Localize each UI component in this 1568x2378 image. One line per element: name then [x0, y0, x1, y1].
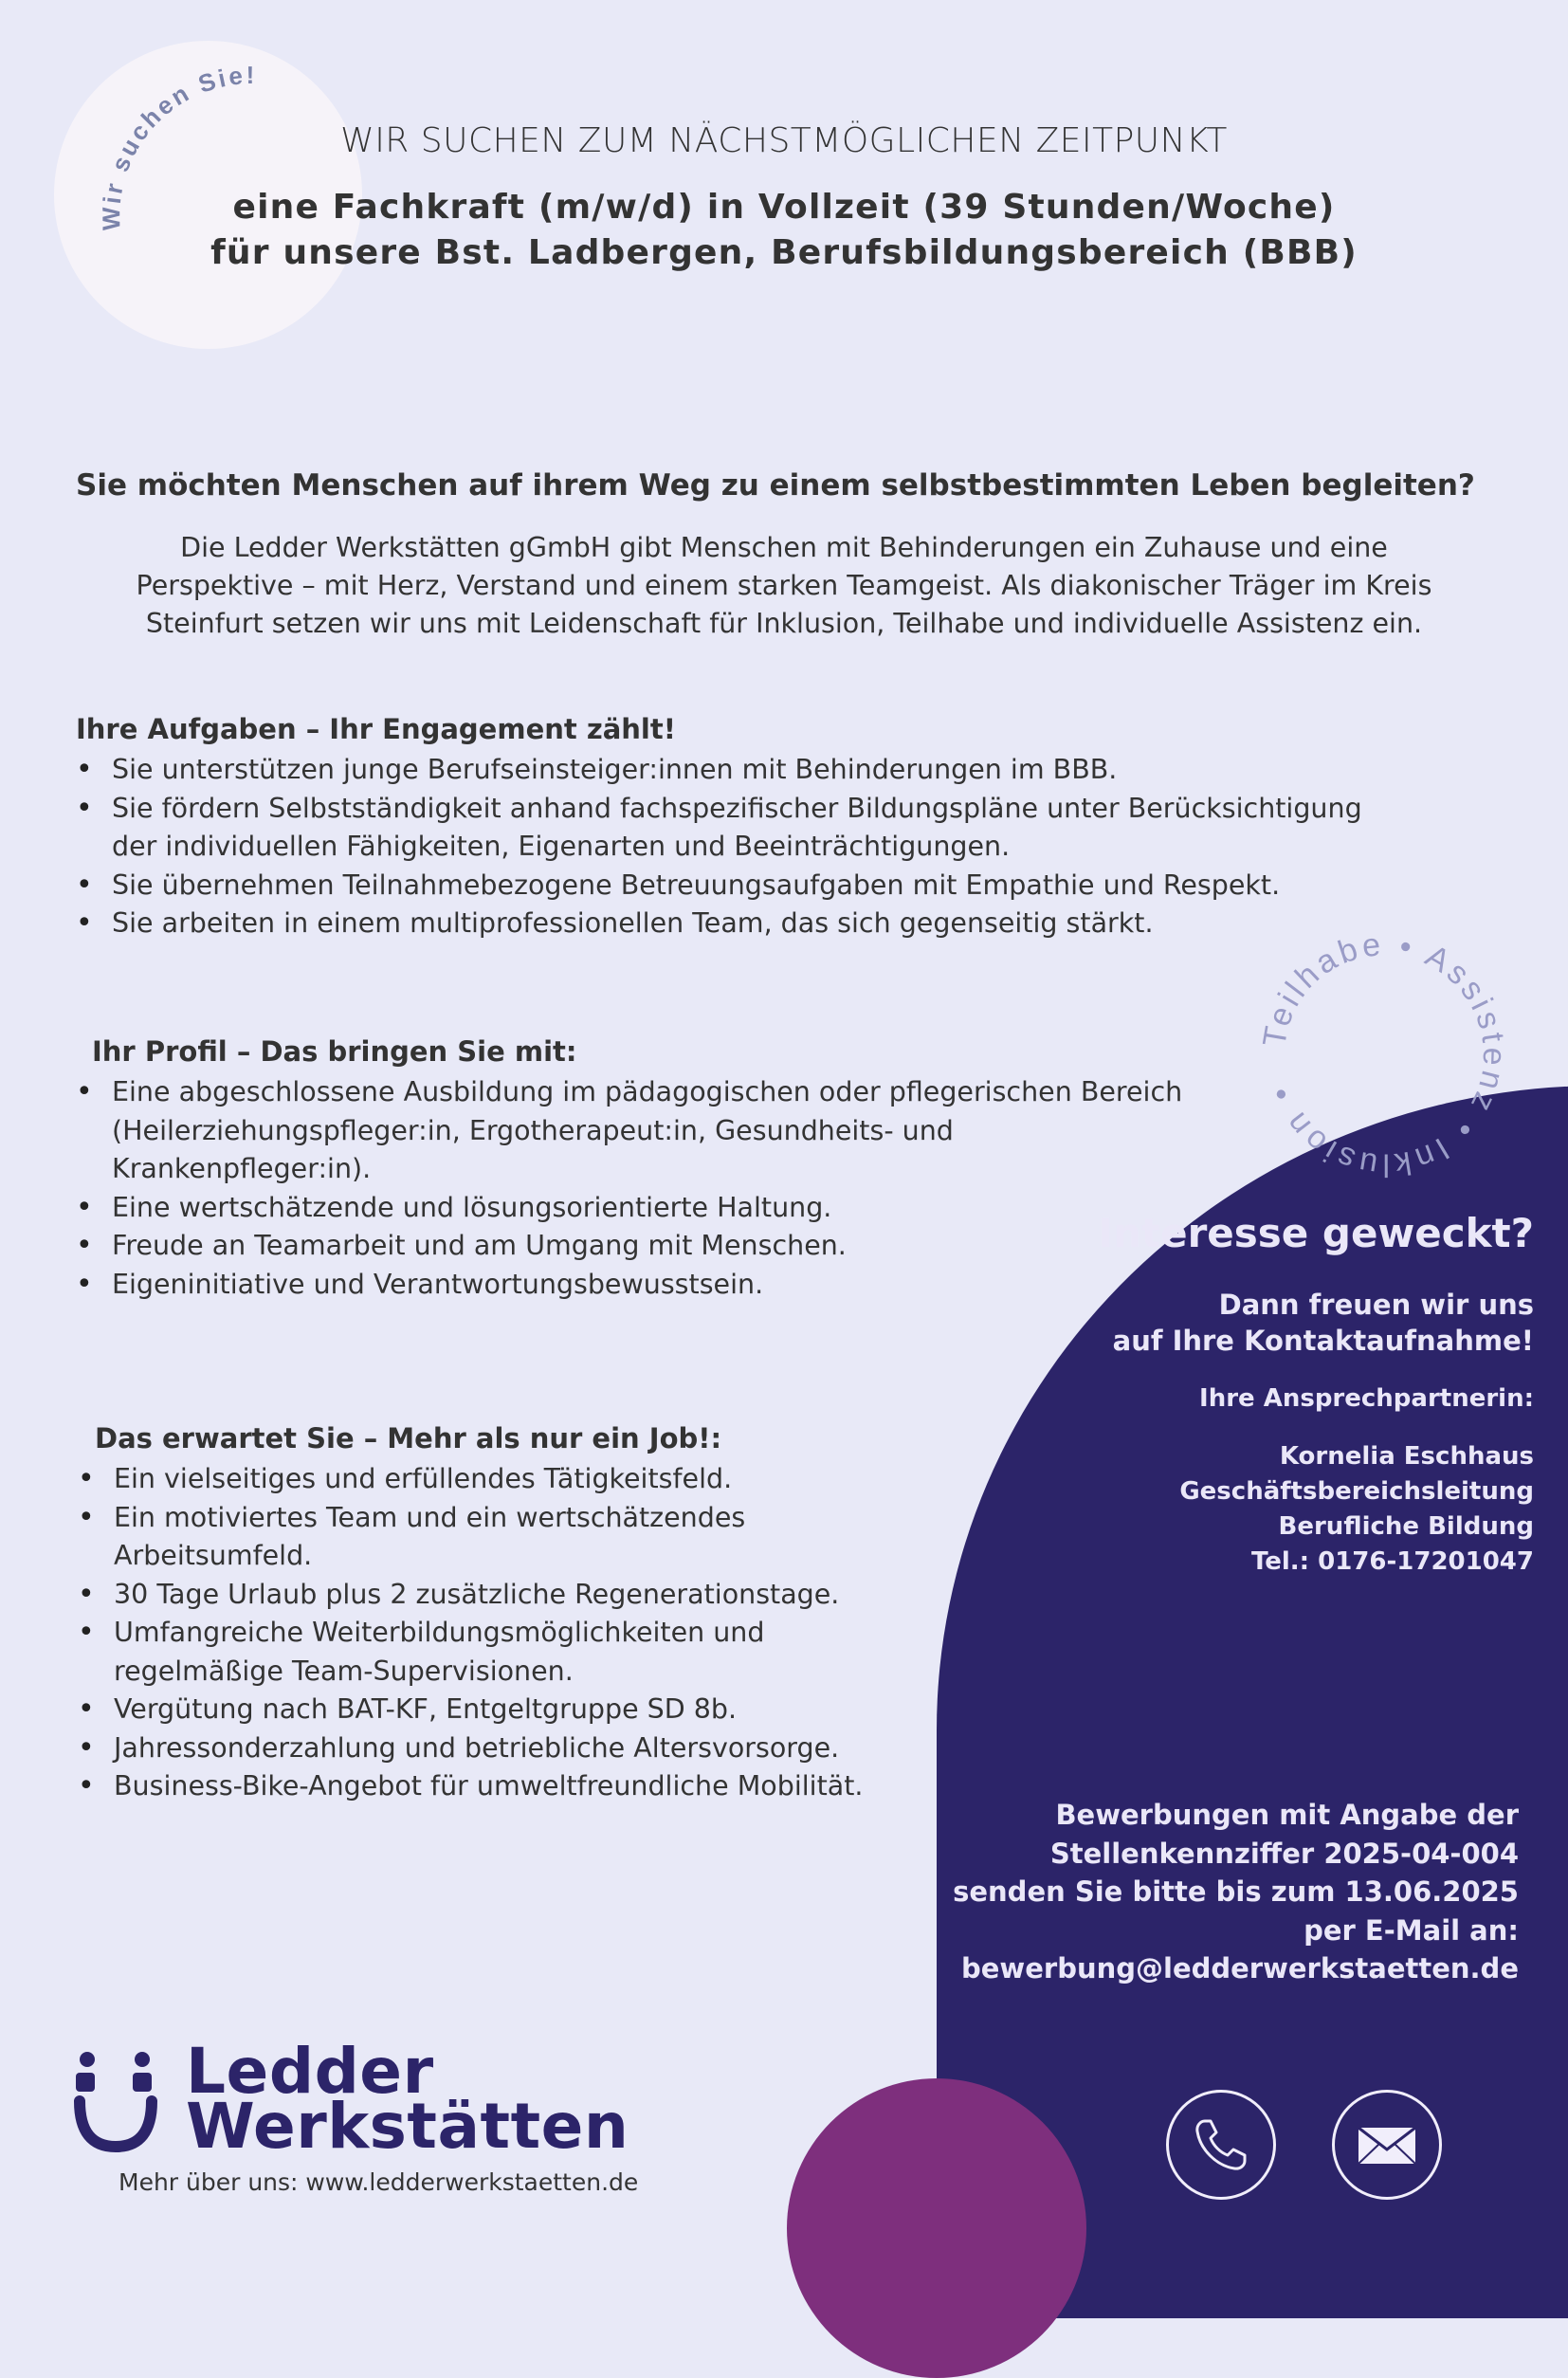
smiley-logo-icon [74, 2052, 159, 2158]
profile-list [76, 1073, 1194, 1304]
application-info [953, 1796, 1519, 1988]
list-item: • Vergütung nach BAT-KF, Entgeltgruppe SD 8b. [78, 1691, 912, 1729]
contact-invite-line: auf Ihre Kontaktaufnahme! [1112, 1325, 1534, 1357]
application-line: senden Sie bitte bis zum 13.06.2025 [953, 1875, 1519, 1908]
svg-text:Wir suchen Sie!: Wir suchen Sie! [97, 60, 258, 231]
intro-heading: Sie möchten Menschen auf ihrem Weg zu einem selbstbestimmten Leben begleiten? [76, 468, 1475, 503]
tasks-heading: Ihre Aufgaben – Ihr Engagement zählt! [76, 713, 676, 745]
list-item: • Sie unterstützen junge Berufseinsteiger:innen mit Behinderungen im BBB. [76, 751, 1441, 790]
list-item: • Sie übernehmen Teilnahmebezogene Betreuungsaufgaben mit Empathie und Respekt. [76, 867, 1441, 905]
contact-person [1179, 1439, 1534, 1580]
list-item: • Eigeninitiative und Verantwortungsbewusstsein. [76, 1266, 1194, 1305]
contact-invite [1113, 1287, 1534, 1359]
header-location: für unsere Bst. Ladbergen, Berufsbildungsbereich (BBB) [210, 233, 1358, 272]
contact-phone[interactable]: Tel.: 0176-17201047 [1250, 1547, 1534, 1576]
list-item: • Eine abgeschlossene Ausbildung im pädagogischen oder pflegerischen Bereich (Heilerziehungspfleger:in, Ergotherapeut:in, Gesundheits- und Krankenpfleger:in). [76, 1073, 1194, 1189]
application-line: Stellenkennziffer 2025-04-004 [1049, 1837, 1519, 1870]
intro-line: Perspektive – mit Herz, Verstand und einem starken Teamgeist. Als diakonischer Träger im Kreis [136, 570, 1432, 601]
header-position-title: eine Fachkraft (m/w/d) in Vollzeit (39 Stunden/Woche) [232, 188, 1336, 227]
list-item: • 30 Tage Urlaub plus 2 zusätzliche Regenerationstage. [78, 1576, 912, 1615]
header-line-1: WIR SUCHEN ZUM NÄCHSTMÖGLICHEN ZEITPUNKT [340, 121, 1228, 160]
contact-title: Interesse geweckt? [1098, 1210, 1534, 1256]
list-item: • Ein motiviertes Team und ein wertschätzendes Arbeitsumfeld. [78, 1499, 912, 1576]
profile-heading: Ihr Profil – Das bringen Sie mit: [92, 1035, 577, 1068]
contact-role: Geschäftsbereichsleitung [1179, 1477, 1534, 1506]
intro-paragraph [57, 529, 1511, 643]
mail-icon[interactable] [1332, 2090, 1442, 2200]
phone-icon[interactable] [1166, 2090, 1276, 2200]
list-item: • Sie arbeiten in einem multiprofessionellen Team, das sich gegenseitig stärkt. [76, 905, 1441, 943]
svg-text:Teilhabe • Assistenz • Inklusi: Teilhabe • Assistenz • Inklusion • [1256, 926, 1513, 1183]
application-line: per E-Mail an: [1304, 1913, 1519, 1947]
contact-invite-line: Dann freuen wir uns [1218, 1289, 1534, 1321]
contact-partner-label: Ihre Ansprechpartnerin: [1199, 1384, 1534, 1413]
list-item: • Sie fördern Selbstständigkeit anhand fachspezifischer Bildungspläne unter Berücksichtigung der individuellen Fähigkeiten, Eigenarten und Beeinträchtigungen. [76, 790, 1401, 867]
values-ring-text [1232, 903, 1536, 1187]
list-item: • Business-Bike-Angebot für umweltfreundliche Mobilität. [78, 1767, 912, 1806]
list-item: • Freude an Teamarbeit und am Umgang mit Menschen. [76, 1227, 1194, 1266]
list-item: • Umfangreiche Weiterbildungsmöglichkeiten und regelmäßige Team-Supervisionen. [78, 1614, 912, 1691]
contact-role: Berufliche Bildung [1278, 1512, 1534, 1541]
contact-name: Kornelia Eschhaus [1279, 1442, 1534, 1471]
list-item: • Jahressonderzahlung und betriebliche Altersvorsorge. [78, 1729, 912, 1768]
intro-line: Steinfurt setzen wir uns mit Leidenschaft für Inklusion, Teilhabe und individuelle Assistenz ein. [145, 608, 1423, 639]
list-item: • Ein vielseitiges und erfüllendes Tätigkeitsfeld. [78, 1460, 912, 1499]
application-email[interactable]: bewerbung@ledderwerkstaetten.de [961, 1952, 1519, 1985]
offer-heading: Das erwartet Sie – Mehr als nur ein Job!: [95, 1422, 722, 1454]
application-line: Bewerbungen mit Angabe der [1055, 1799, 1519, 1831]
offer-list [78, 1460, 912, 1806]
list-item: • Eine wertschätzende und lösungsorientierte Haltung. [76, 1189, 1194, 1228]
logo-word-werkstaetten: Werkstätten [186, 2090, 629, 2163]
footer-website[interactable]: Mehr über uns: www.ledderwerkstaetten.de [119, 2168, 639, 2196]
decorative-circle [787, 2078, 1086, 2378]
intro-line: Die Ledder Werkstätten gGmbH gibt Menschen mit Behinderungen ein Zuhause und eine [180, 532, 1388, 563]
logo-word-ledder: Ledder [186, 2035, 434, 2108]
